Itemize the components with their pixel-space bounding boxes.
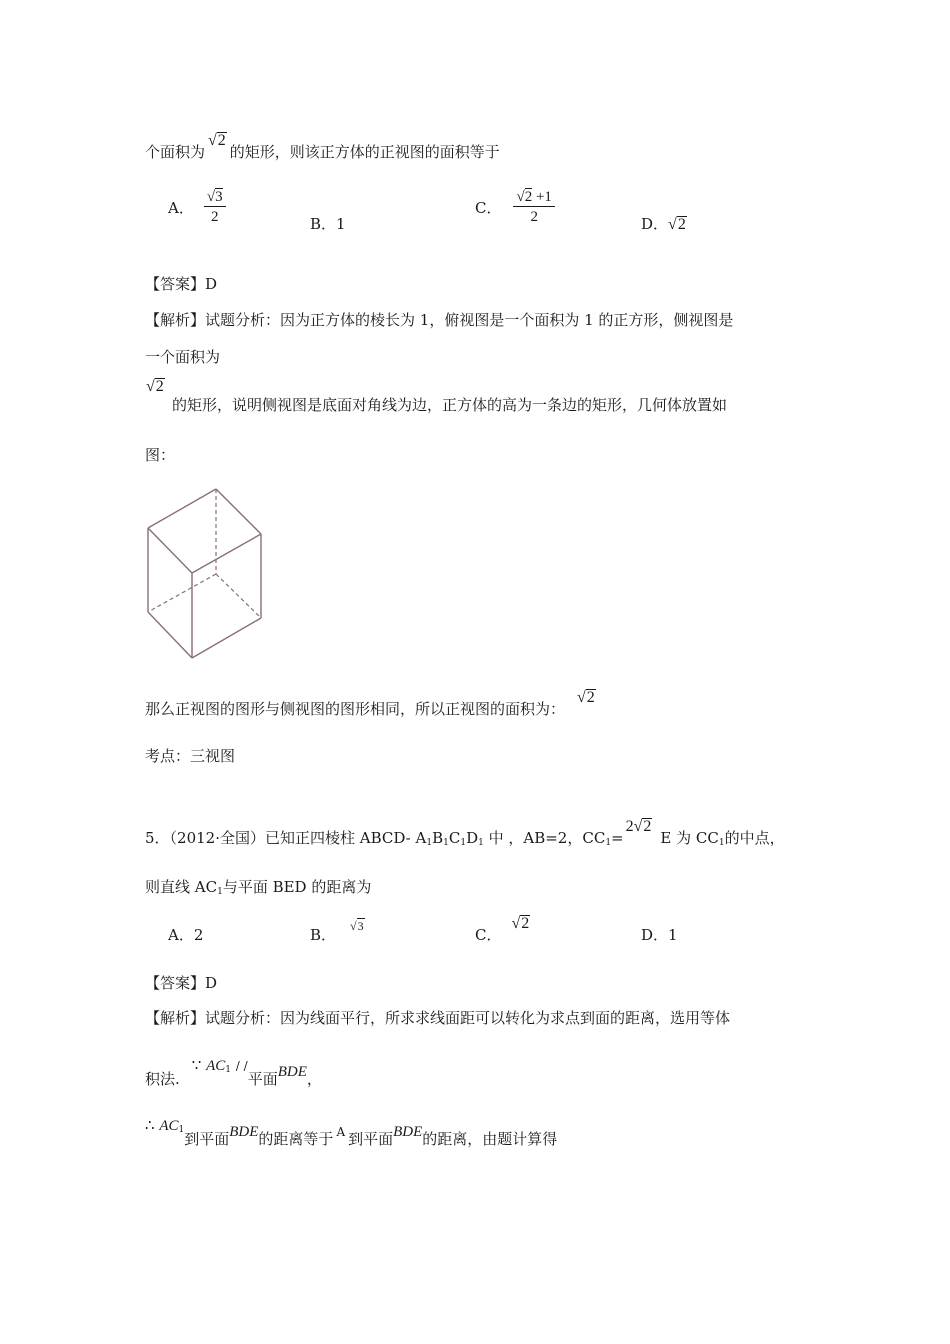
cube-hidden-edge	[148, 574, 216, 612]
cube-figure	[140, 484, 270, 664]
q5-line2: 则直线 $AC_1$与平面 BED 的距离为	[145, 878, 372, 897]
q4-point: 考点：三视图	[145, 747, 236, 765]
q5-stem: 5．（2012·全国）已知正四棱柱 ABCD- $A_1B_1C_1D_1$ 中 ，AB=2，$CC_1=2√2E$ 为 $CC_1$的中点，	[145, 818, 785, 848]
cube-edge	[148, 612, 192, 658]
q4-analysis-line2: 一个面积为	[145, 348, 221, 366]
cube-edge	[192, 618, 261, 658]
q5-because: ∵ $AC_1$ / /	[191, 1056, 248, 1075]
q5-option-b: B． $^{√3}$	[310, 919, 364, 944]
q4-option-d: D．√2	[641, 215, 686, 233]
cube-hidden-edge	[216, 574, 261, 618]
q4-answer: 【答案】D	[145, 275, 218, 293]
q5-option-c: C．√2	[475, 915, 530, 944]
q5-option-a: A．2	[168, 926, 204, 944]
q5-analysis-line1: 【解析】试题分析：因为线面平行，所求求线面距可以转化为求点到面的距离，选用等体	[145, 1009, 731, 1027]
q5-method-line: 积法.∵ $AC_1$ / /平面BDE，	[145, 1056, 322, 1088]
cube-edge	[192, 534, 261, 573]
q4-option-a: A． $\frac{√3}{2}$	[168, 188, 226, 226]
cube-edge	[216, 489, 261, 534]
q5-cc-value: 2√2	[625, 818, 652, 835]
q4-stem-sqrt: √2	[208, 132, 226, 149]
q4-analysis-line4: 图：	[145, 446, 176, 464]
q4-stem	[145, 132, 500, 162]
q4-analysis-line1: 【解析】试题分析：因为正方体的棱长为 1，俯视图是一个面积为 1 的正方形，侧视图是	[145, 311, 734, 329]
q4-conclusion-sqrt: √2	[577, 689, 595, 706]
q5-therefore-line: ∴ $AC_1$到平面BDE的距离等于 $^A$ 到平面BDE的距离，由题计算得	[145, 1116, 558, 1148]
cube-edge	[148, 489, 216, 528]
q4-stem-pre: 个面积为	[145, 143, 206, 161]
q4-option-c: C． $\frac{√2 +1}{2}$	[475, 188, 555, 226]
cube-edge	[148, 528, 192, 573]
q5-option-d: D．1	[641, 926, 678, 944]
q4-stem-post: 的矩形，则该正方体的正视图的面积等于	[229, 143, 500, 161]
q4-conclusion: 那么正视图的图形与侧视图的图形相同，所以正视图的面积为：√2	[145, 689, 595, 718]
q4-analysis-line3: 的矩形，说明侧视图是底面对角线为边，正方体的高为一条边的矩形，几何体放置如	[172, 396, 728, 414]
q4-analysis-sqrt: √2	[146, 378, 164, 395]
q4-option-b: B．1	[310, 215, 346, 233]
q5-answer: 【答案】D	[145, 974, 218, 992]
